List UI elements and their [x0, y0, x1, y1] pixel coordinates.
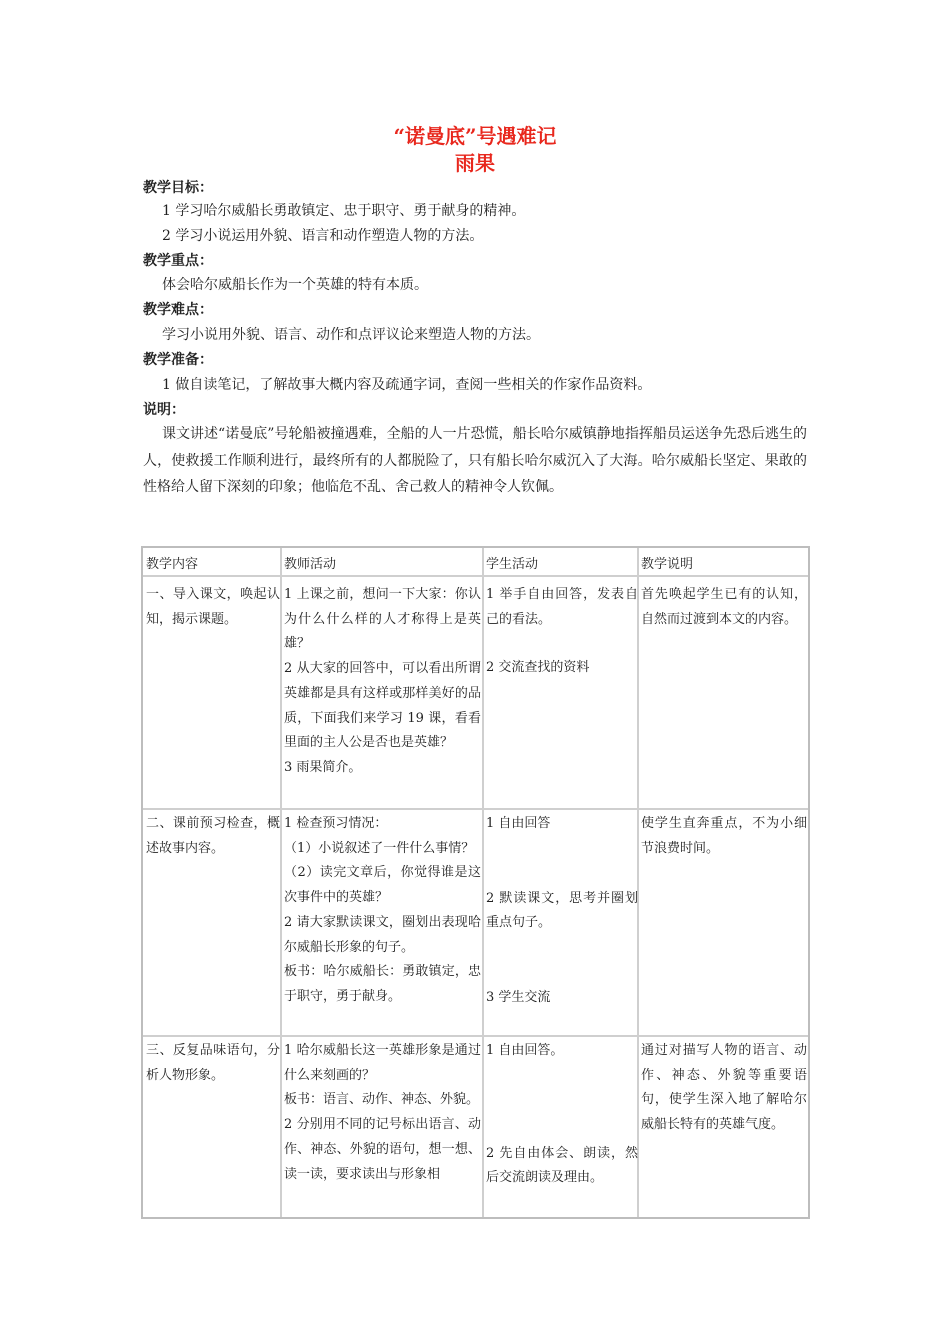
- row3-content: 三、反复品味语句，分析人物形象。: [146, 1043, 280, 1083]
- row1-student: 1 举手自由回答，发表自己的看法。 2 交流查找的资料: [486, 587, 638, 676]
- row3-teacher: 1 哈尔威船长这一英雄形象是通过什么来刻画的？ 板书：语言、动作、神态、外貌。 2 分别用不同的记号标出语言、动作、神态、外貌的语句，想一想、读一读，要求读出与形象相: [284, 1043, 481, 1182]
- header-content: 教学内容: [146, 557, 199, 572]
- row2-student: 1 自由回答 2 默读课文，思考并圈划重点句子。 3 学生交流: [486, 816, 638, 1006]
- prep-item: 1 做自读笔记，了解故事大概内容及疏通字词，查阅一些相关的作家作品资料。: [162, 377, 652, 393]
- row2-teacher: 1 检查预习情况： （1）小说叙述了一件什么事情？ （2）读完文章后，你觉得谁是这次事件中的英雄？ 2 请大家默读课文，圈划出表现哈尔威船长形象的句子。 板书：哈尔威船长：勇敢镇定，忠于职守，勇于献身。: [284, 816, 481, 1004]
- header-teacher: 教师活动: [284, 557, 337, 572]
- goal-heading: 教学目标：: [143, 180, 213, 196]
- note-heading: 说明：: [143, 402, 185, 418]
- key-heading: 教学重点：: [143, 253, 213, 269]
- header-student: 学生活动: [486, 557, 539, 572]
- lesson-table: [141, 546, 810, 1219]
- row1-content: 一、导入课文，唤起认知，揭示课题。: [146, 587, 280, 627]
- difficulty-item: 学习小说用外貌、语言、动作和点评议论来塑造人物的方法。: [162, 327, 540, 343]
- difficulty-heading: 教学难点：: [143, 302, 213, 318]
- header-note: 教学说明: [641, 557, 694, 572]
- goal-item: 1 学习哈尔威船长勇敢镇定、忠于职守、勇于献身的精神。: [162, 203, 526, 219]
- row2-content: 二、课前预习检查，概述故事内容。: [146, 816, 280, 856]
- document-title: “诺曼底”号遇难记: [393, 124, 557, 148]
- prep-heading: 教学准备：: [143, 352, 213, 368]
- row3-note: 通过对描写人物的语言、动作、神态、外貌等重要语句，使学生深入地了解哈尔威船长特有的英雄气度。: [641, 1043, 807, 1133]
- row1-note: 首先唤起学生已有的认知，自然而过渡到本文的内容。: [641, 587, 807, 627]
- row2-note: 使学生直奔重点，不为小细节浪费时间。: [641, 816, 807, 856]
- note-paragraph: 课文讲述“诺曼底”号轮船被撞遇难，全船的人一片恐慌，船长哈尔威镇静地指挥船员运送争先恐后逃生的人，使救援工作顺利进行，最终所有的人都脱险了，只有船长哈尔威沉入了大海。哈尔威船长坚定、果敢的性格给人留下深刻的印象；他临危不乱、舍己救人的精神令人钦佩。: [143, 426, 807, 495]
- row1-teacher: 1 上课之前，想问一下大家：你认为什么什么样的人才称得上是英雄？ 2 从大家的回答中，可以看出所谓英雄都是具有这样或那样美好的品质，下面我们来学习 19 课，看看里面的主人公是否也是英雄？ 3 雨果简介。: [284, 587, 481, 775]
- document-author: 雨果: [455, 151, 495, 175]
- goal-item: 2 学习小说运用外貌、语言和动作塑造人物的方法。: [162, 228, 484, 244]
- row3-student: 1 自由回答。 2 先自由体会、朗读，然后交流朗读及理由。: [486, 1043, 638, 1186]
- key-item: 体会哈尔威船长作为一个英雄的特有本质。: [162, 277, 428, 293]
